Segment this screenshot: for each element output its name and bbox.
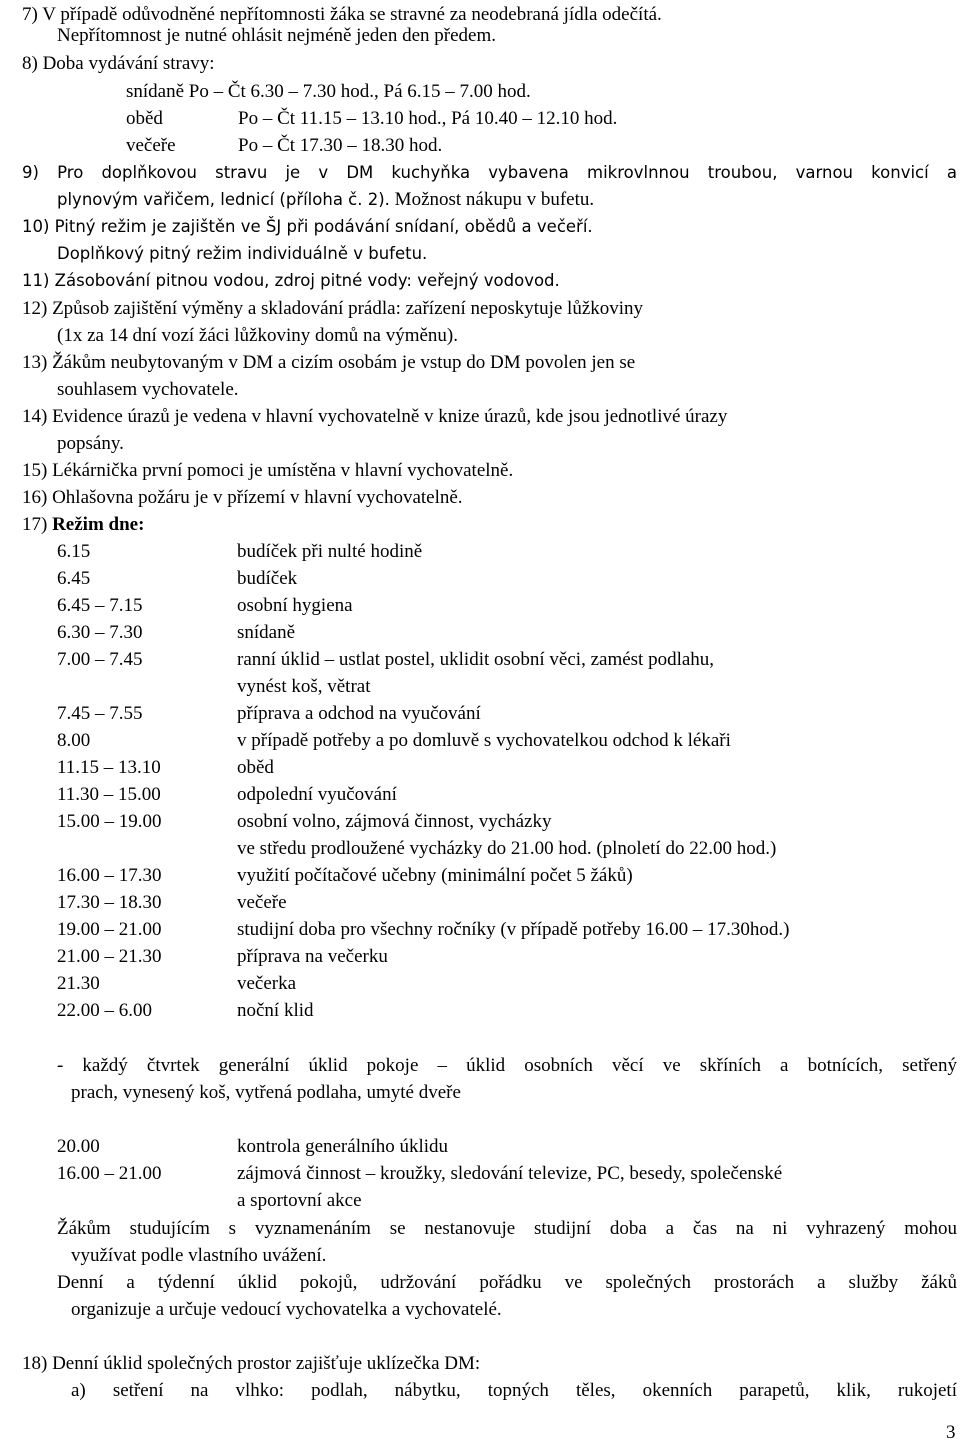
item-18-heading: 18) Denní úklid společných prostor zajišťuje uklízečka DM: bbox=[22, 1353, 481, 1374]
honors-note-line-2: využívat podle vlastního uvážení. bbox=[71, 1245, 327, 1266]
schedule-activity: večeře bbox=[237, 892, 287, 913]
schedule-activity: osobní volno, zájmová činnost, vycházky bbox=[237, 811, 552, 832]
dinner-label: večeře bbox=[126, 135, 176, 156]
item-14-line-2: popsány. bbox=[57, 433, 124, 454]
schedule-activity: osobní hygiena bbox=[237, 595, 353, 616]
extra-activity: kontrola generálního úklidu bbox=[237, 1136, 449, 1157]
lunch-times: Po – Čt 11.15 – 13.10 hod., Pá 10.40 – 12.10 hod. bbox=[238, 108, 618, 129]
lunch-label: oběd bbox=[126, 108, 163, 129]
schedule-activity: příprava na večerku bbox=[237, 946, 388, 967]
schedule-time: 11.30 – 15.00 bbox=[57, 784, 161, 805]
weekly-cleaning-line-2: prach, vynesený koš, vytřená podlaha, umyté dveře bbox=[71, 1082, 461, 1103]
schedule-time: 22.00 – 6.00 bbox=[57, 1000, 152, 1021]
extra-activity: a sportovní akce bbox=[237, 1190, 362, 1211]
schedule-activity: noční klid bbox=[237, 1000, 314, 1021]
schedule-time: 19.00 – 21.00 bbox=[57, 919, 162, 940]
schedule-time: 7.00 – 7.45 bbox=[57, 649, 143, 670]
honors-note-line-1: Žákům studujícím s vyznamenáním se nestanovuje studijní doba a čas na ni vyhrazený mohou bbox=[57, 1218, 957, 1239]
item-15: 15) Lékárnička první pomoci je umístěna v hlavní vychovatelně. bbox=[22, 460, 514, 481]
schedule-time: 6.15 bbox=[57, 541, 91, 562]
schedule-time: 21.30 bbox=[57, 973, 100, 994]
schedule-activity: ranní úklid – ustlat postel, uklidit osobní věci, zamést podlahu, bbox=[237, 649, 715, 670]
schedule-activity: večerka bbox=[237, 973, 297, 994]
daily-schedule-title: Režim dne: bbox=[52, 514, 145, 535]
breakfast-times: snídaně Po – Čt 6.30 – 7.30 hod., Pá 6.15 – 7.00 hod. bbox=[126, 81, 531, 102]
item-12-line-1: 12) Způsob zajištění výměny a skladování prádla: zařízení neposkytuje lůžkoviny bbox=[22, 298, 644, 319]
item-17-number: 17) bbox=[22, 514, 48, 535]
schedule-activity: vynést koš, větrat bbox=[237, 676, 371, 697]
schedule-time: 6.45 – 7.15 bbox=[57, 595, 143, 616]
item-14-line-1: 14) Evidence úrazů je vedena v hlavní vychovatelně v knize úrazů, kde jsou jednotlivé úrazy bbox=[22, 406, 728, 427]
item-13-line-1: 13) Žákům neubytovaným v DM a cizím osobám je vstup do DM povolen jen se bbox=[22, 352, 636, 373]
cleaning-note-line-2: organizuje a určuje vedoucí vychovatelka a vychovatelé. bbox=[71, 1299, 502, 1320]
schedule-activity: budíček při nulté hodině bbox=[237, 541, 423, 562]
item-17-heading bbox=[22, 512, 144, 538]
schedule-time: 7.45 – 7.55 bbox=[57, 703, 143, 724]
schedule-time: 17.30 – 18.30 bbox=[57, 892, 162, 913]
schedule-time: 11.15 – 13.10 bbox=[57, 757, 161, 778]
extra-time: 16.00 – 21.00 bbox=[57, 1163, 162, 1184]
schedule-activity: budíček bbox=[237, 568, 298, 589]
item-13-line-2: souhlasem vychovatele. bbox=[57, 379, 239, 400]
schedule-activity: snídaně bbox=[237, 622, 296, 643]
item-9-line-1: 9) Pro doplňkovou stravu je v DM kuchyňka vybavena mikrovlnnou troubou, varnou konvicí a bbox=[22, 163, 957, 182]
cleaning-note-line-1: Denní a týdenní úklid pokojů, udržování pořádku ve společných prostorách a služby žáků bbox=[57, 1272, 957, 1293]
schedule-time: 15.00 – 19.00 bbox=[57, 811, 162, 832]
schedule-time: 21.00 – 21.30 bbox=[57, 946, 162, 967]
schedule-time: 8.00 bbox=[57, 730, 91, 751]
item-7-line-2: Nepřítomnost je nutné ohlásit nejméně jeden den předem. bbox=[57, 25, 496, 46]
extra-activity: zájmová činnost – kroužky, sledování televize, PC, besedy, společenské bbox=[237, 1163, 783, 1184]
schedule-activity: oběd bbox=[237, 757, 274, 778]
item-12-line-2: (1x za 14 dní vozí žáci lůžkoviny domů na výměnu). bbox=[57, 325, 459, 346]
weekly-cleaning-line-1: - každý čtvrtek generální úklid pokoje – úklid osobních věcí ve skříních a botnících, setřený bbox=[57, 1055, 957, 1076]
item-7-line-1: 7) V případě odůvodněné nepřítomnosti žáka se stravné za neodebraná jídla odečítá. bbox=[22, 4, 662, 25]
item-18-a: a) setření na vlhko: podlah, nábytku, topných těles, okenních parapetů, klik, rukojetí bbox=[71, 1380, 957, 1401]
schedule-activity: v případě potřeby a po domluvě s vychovatelkou odchod k lékaři bbox=[237, 730, 731, 751]
schedule-activity: odpolední vyučování bbox=[237, 784, 397, 805]
schedule-activity: ve středu prodloužené vycházky do 21.00 hod. (plnoletí do 22.00 hod.) bbox=[237, 838, 777, 859]
item-10-line-2: Doplňkový pitný režim individuálně v bufetu. bbox=[57, 244, 428, 263]
schedule-time: 6.30 – 7.30 bbox=[57, 622, 143, 643]
schedule-activity: využití počítačové učebny (minimální počet 5 žáků) bbox=[237, 865, 633, 886]
extra-time: 20.00 bbox=[57, 1136, 100, 1157]
schedule-time: 16.00 – 17.30 bbox=[57, 865, 162, 886]
item-9-line-2 bbox=[57, 187, 594, 213]
item-16: 16) Ohlašovna požáru je v přízemí v hlavní vychovatelně. bbox=[22, 487, 463, 508]
item-10-line-1: 10) Pitný režim je zajištěn ve ŠJ při podávání snídaní, obědů a večeří. bbox=[22, 217, 593, 236]
item-11: 11) Zásobování pitnou vodou, zdroj pitné vody: veřejný vodovod. bbox=[22, 271, 560, 290]
item-9-buffet-text: Možnost nákupu v bufetu. bbox=[394, 189, 595, 210]
schedule-activity: studijní doba pro všechny ročníky (v případě potřeby 16.00 – 17.30hod.) bbox=[237, 919, 790, 940]
item-9-kitchen-text: plynovým vařičem, lednicí (příloha č. 2). bbox=[57, 190, 390, 209]
item-8-heading: 8) Doba vydávání stravy: bbox=[22, 53, 215, 74]
page-number: 3 bbox=[946, 1422, 956, 1443]
schedule-time: 6.45 bbox=[57, 568, 91, 589]
dinner-times: Po – Čt 17.30 – 18.30 hod. bbox=[238, 135, 443, 156]
schedule-activity: příprava a odchod na vyučování bbox=[237, 703, 481, 724]
